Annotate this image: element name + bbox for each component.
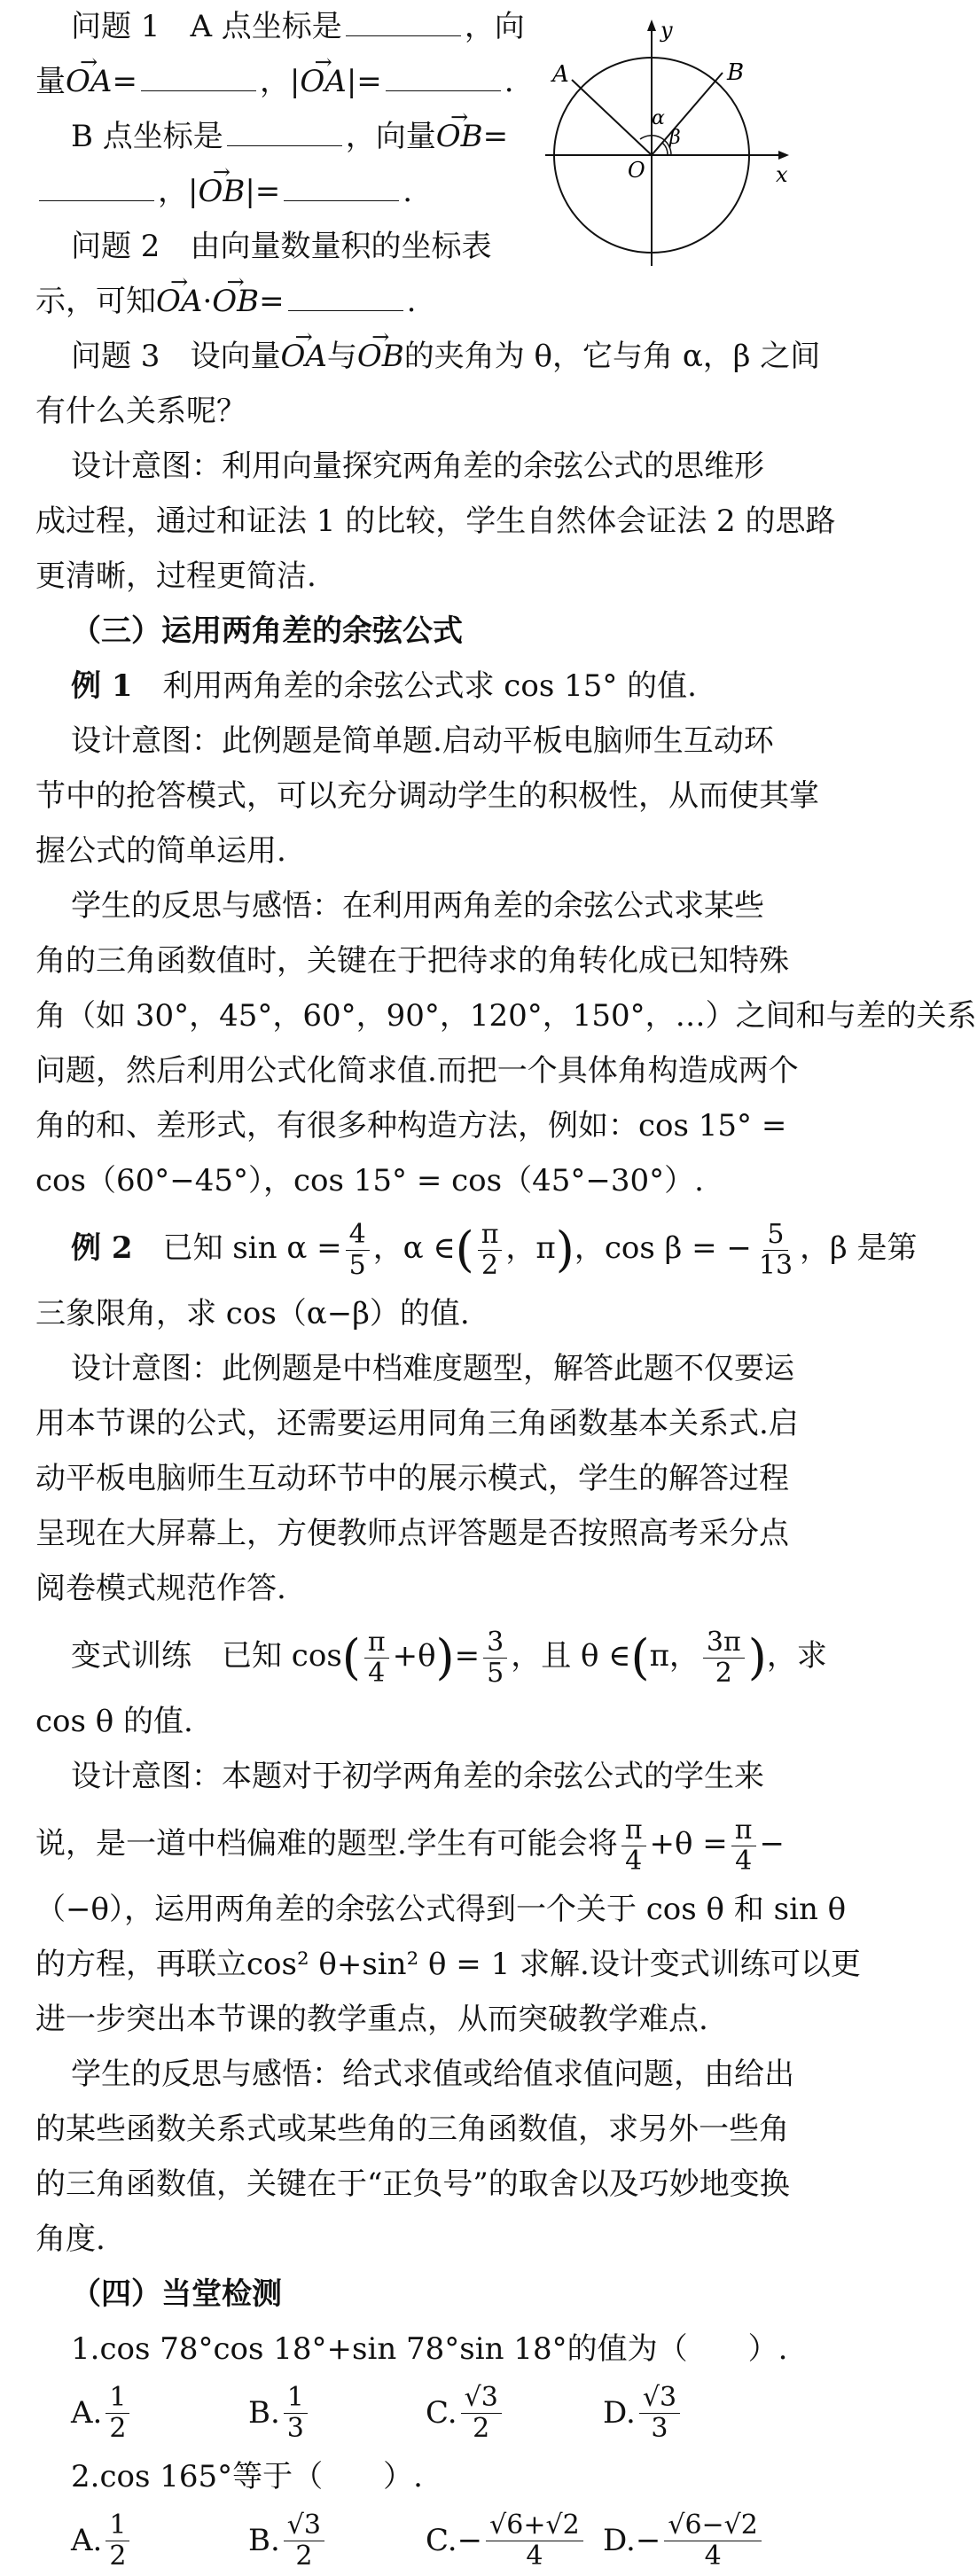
unit-circle-figure	[536, 9, 793, 266]
variant-line1: 变式训练 已知 cos( $\frac{\pi}{4}$ +θ)= $\frac{3}{5}$ ，且 θ ∈(π， $\frac{3\pi}{2}$ )，求	[71, 1626, 827, 1689]
reflect1-line5: 角的和、差形式，有很多种构造方法，例如：cos 15° =	[35, 1108, 787, 1144]
blank-a-coord	[346, 5, 461, 36]
blank-oa	[141, 60, 256, 91]
fraction: $\frac{√6+√2}{4}$	[486, 2510, 583, 2572]
test2-question: 2.cos 165°等于（ ）.	[71, 2459, 423, 2494]
intent4-line4: 的方程，再联立cos² θ+sin² θ = 1 求解.设计变式训练可以更	[35, 1947, 861, 1982]
label-x: x	[776, 162, 788, 187]
test1-option-a[interactable]: A. $\frac{1}{2}$	[71, 2383, 248, 2444]
angle-beta-arc	[662, 143, 668, 155]
label-o: O	[628, 158, 645, 183]
test1-option-b[interactable]: B. $\frac{1}{3}$	[248, 2383, 426, 2444]
test1-options	[71, 2377, 798, 2448]
test1-option-d[interactable]: D. $\frac{√3}{3}$	[603, 2383, 780, 2444]
intent4-line3: （−θ），运用两角差的余弦公式得到一个关于 cos θ 和 sin θ	[35, 1892, 847, 1927]
test2-option-b[interactable]: B. $\frac{√3}{2}$	[248, 2510, 426, 2572]
reflect1-line1: 学生的反思与感悟：在利用两角差的余弦公式求某些	[71, 888, 764, 924]
intent2-line3: 握公式的简单运用.	[35, 833, 286, 869]
vector-oa-label: → OA	[280, 330, 326, 383]
fraction: $\frac{\pi}{4}$	[621, 1815, 646, 1877]
fraction: $\frac{\pi}{2}$	[478, 1220, 503, 1281]
reflect2-line4: 角度.	[35, 2221, 106, 2257]
vector-oa	[572, 80, 652, 155]
variant-line2: cos θ 的值.	[35, 1704, 193, 1739]
q1-line3: B 点坐标是 ，向量→ OB=	[71, 110, 508, 163]
fraction: $\frac{3}{5}$	[483, 1628, 507, 1689]
reflect2-line2: 的某些函数关系式或某些角的三角函数值，求另外一些角	[35, 2112, 789, 2147]
reflect1-line6: cos（60°−45°），cos 15° = cos（45°−30°）.	[35, 1163, 704, 1198]
fraction: $\frac{1}{3}$	[284, 2383, 308, 2444]
test1-question: 1.cos 78°cos 18°+sin 78°sin 18°的值为（ ）.	[71, 2331, 788, 2367]
label-y: y	[660, 18, 673, 43]
reflect1-line4: 问题，然后利用公式化简求值.而把一个具体角构造成两个	[35, 1053, 799, 1089]
reflect1-line3: 角（如 30°，45°，60°，90°，120°，150°，…）之间和与差的关系	[35, 998, 977, 1034]
test2-options	[71, 2505, 798, 2576]
fraction: $\frac{√3}{2}$	[461, 2383, 502, 2444]
reflect1-line2: 角的三角函数值时，关键在于把待求的角转化成已知特殊	[35, 943, 789, 979]
fraction: $\frac{1}{2}$	[106, 2383, 129, 2444]
intent3-line4: 呈现在大屏幕上，方便教师点评答题是否按照高考采分点	[35, 1516, 789, 1551]
label-alpha: α	[652, 107, 665, 129]
label-b: B	[727, 59, 745, 86]
fraction: $\frac{√6-√2}{4}$	[664, 2510, 762, 2572]
example1: 例 1 利用两角差的余弦公式求 cos 15° 的值.	[71, 668, 697, 704]
fraction: $\frac{3\pi}{2}$	[703, 1628, 745, 1689]
intent2-line2: 节中的抢答模式，可以充分调动学生的积极性，从而使其掌	[35, 778, 819, 814]
vector-ob-label: → OB	[212, 275, 259, 328]
blank-dot-product	[288, 280, 403, 311]
fraction: $\frac{\pi}{4}$	[731, 1815, 756, 1877]
blank-ob	[39, 170, 154, 201]
test2-option-d[interactable]: D.− $\frac{√6-√2}{4}$	[603, 2510, 780, 2572]
intent3-line3: 动平板电脑师生互动环节中的展示模式，学生的解答过程	[35, 1461, 789, 1496]
vector-oa-label: → OA	[66, 55, 112, 108]
intent4-line1: 设计意图：本题对于初学两角差的余弦公式的学生来	[71, 1759, 764, 1794]
label-beta: β	[669, 127, 681, 149]
intent3-line5: 阅卷模式规范作答.	[35, 1571, 286, 1606]
intent1-line1: 设计意图：利用向量探究两角差的余弦公式的思维形	[71, 449, 764, 484]
blank-oa-norm	[386, 60, 501, 91]
vector-ob-label: → OB	[436, 110, 483, 163]
blank-ob-norm	[284, 170, 399, 201]
vector-oa-label: → OA	[156, 275, 202, 328]
label-a: A	[552, 61, 569, 88]
test1-option-c[interactable]: C. $\frac{√3}{2}$	[426, 2383, 603, 2444]
intent4-line2: 说，是一道中档偏难的题型.学生有可能会将 $\frac{\pi}{4}$ +θ = $\frac{\pi}{4}$ −	[35, 1814, 786, 1877]
reflect2-line3: 的三角函数值，关键在于“正负号”的取舍以及巧妙地变换	[35, 2166, 790, 2202]
intent4-line5: 进一步突出本节课的教学重点，从而突破教学难点.	[35, 2002, 708, 2037]
intent3-line1: 设计意图：此例题是中档难度题型，解答此题不仅要运	[71, 1351, 794, 1386]
vector-oa-label: → OA	[300, 55, 346, 108]
intent1-line3: 更清晰，过程更简洁.	[35, 558, 317, 594]
section4-heading: （四）当堂检测	[71, 2276, 282, 2312]
q2-line1: 问题 2 由向量数量积的坐标表	[71, 229, 492, 264]
fraction: $\frac{√3}{3}$	[639, 2383, 680, 2444]
reflect2-line1: 学生的反思与感悟：给式求值或给值求值问题，由给出	[71, 2057, 794, 2092]
q3-line1: 问题 3 设向量→ OA与→ OB的夹角为 θ，它与角 α，β 之间	[71, 330, 820, 383]
vector-ob-label: → OB	[357, 330, 404, 383]
intent1-line2: 成过程，通过和证法 1 的比较，学生自然体会证法 2 的思路	[35, 503, 836, 539]
q1-line2: 量→ OA= ，|→ OA|= .	[35, 55, 514, 108]
q2-line2: 示，可知→ OA·→ OB= .	[35, 275, 416, 328]
q3-line2: 有什么关系呢？	[35, 394, 246, 429]
q1-line4: ，|→ OB|= .	[35, 165, 412, 218]
vector-ob-label: → OB	[198, 165, 245, 218]
test2-option-a[interactable]: A. $\frac{1}{2}$	[71, 2510, 248, 2572]
blank-b-coord	[227, 115, 342, 146]
q1-line1: 问题 1 A 点坐标是 ，向	[71, 0, 525, 53]
fraction: $\frac{4}{5}$	[346, 1220, 370, 1281]
x-axis-arrow	[778, 151, 789, 160]
fraction: $\frac{1}{2}$	[106, 2510, 129, 2572]
test2-option-c[interactable]: C.− $\frac{√6+√2}{4}$	[426, 2510, 603, 2572]
intent3-line2: 用本节课的公式，还需要运用同角三角函数基本关系式.启	[35, 1406, 799, 1441]
example2-line2: 三象限角，求 cos（α−β）的值.	[35, 1296, 470, 1331]
intent2-line1: 设计意图：此例题是简单题.启动平板电脑师生互动环	[71, 723, 774, 759]
fraction: $\frac{\pi}{4}$	[364, 1628, 389, 1689]
section3-heading: （三）运用两角差的余弦公式	[71, 613, 463, 649]
example2-line1: 例 2 已知 sin α = $\frac{4}{5}$ ，α ∈( $\frac{\pi}{2}$ ，π)，cos β = − $\frac{5}{13}$ ，β 是第	[71, 1218, 918, 1281]
fraction: $\frac{√3}{2}$	[284, 2510, 324, 2572]
fraction: $\frac{5}{13}$	[758, 1218, 793, 1281]
y-axis-arrow	[647, 20, 656, 31]
